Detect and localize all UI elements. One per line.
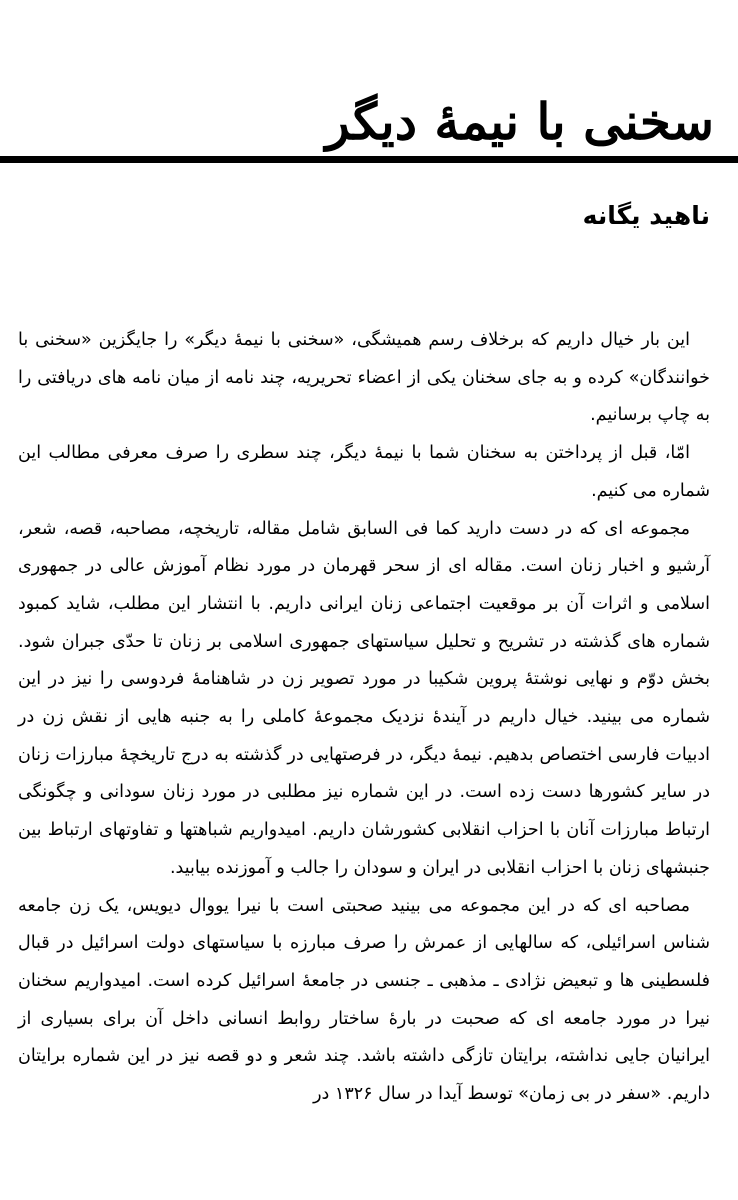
page-title: سخنی با نیمهٔ دیگر — [325, 91, 714, 151]
paragraph-contents: مجموعه ای که در دست دارید کما فی السابق شامل مقاله، تاریخچه، مصاحبه، قصه، شعر، آرشیو و اخبار زنان است. مقاله ای از سحر قهرمان در مورد نظام آموزش عالی در جمهوری اسلامی و اثرات آن بر موقعیت اجتماعی زنان ایرانی داریم. با انتشار این مطلب، شاید کمبود شماره های گذشته در تشریح و تحلیل سیاستهای جمهوری اسلامی بر زنان تا حدّی جبران شود. بخش دوّم و نهایی نوشتهٔ پروین شکیبا در مورد تصویر زن در شاهنامهٔ فردوسی را نیز در این شماره می بینید. خیال داریم در آیندهٔ نزدیک مجموعهٔ کاملی را به جنبه هایی از نقش زن در ادبیات فارسی اختصاص بدهیم. نیمهٔ دیگر، در فرصتهایی در گذشته به درج تاریخچهٔ مبارزات زنان در سایر کشورها دست زده است. در این شماره نیز مطلبی در مورد زنان سودانی و چگونگی ارتباط مبارزات آنان با احزاب انقلابی کشورشان داریم. امیدواریم شباهتها و تفاوتهای ارتباط بین جنبشهای زنان با احزاب انقلابی در ایران و سودان را جالب و آموزنده بیابید. — [18, 518, 710, 878]
paragraph-interview: مصاحبه ای که در این مجموعه می بینید صحبتی است با نیرا یووال دیویس، یک زن جامعه شناس اسرائیلی، که سالهایی از عمرش را صرف مبارزه با سیاستهای دولت اسرائیل در قبال فلسطینی ها و تبعیض نژادی ـ مذهبی ـ جنسی در جامعهٔ اسرائیل کرده است. امیدواریم سخنان نیرا در مورد جامعه ای که صحبت در بارهٔ ساختار روابط انسانی داخل آن برای بسیاری از ایرانیان جایی نداشته، برایتان تازگی داشته باشد. چند شعر و دو قصه نیز در این شماره برایتان داریم. «سفر در بی زمان» توسط آیدا در سال ۱۳۲۶ در — [18, 895, 710, 1105]
article-body — [18, 322, 710, 1114]
title-divider — [0, 156, 738, 163]
author-name: ناهید یگانه — [582, 201, 710, 230]
paragraph-preface: امّا، قبل از پرداختن به سخنان شما با نیمهٔ دیگر، چند سطری را صرف معرفی مطالب این شماره می کنیم. — [18, 443, 710, 501]
paragraph-intro: این بار خیال داریم که برخلاف رسم همیشگی، «سخنی با نیمهٔ دیگر» را جایگزین «سخنی با خوانندگان» کرده و به جای سخنان یکی از اعضاء تحریریه، چند نامه از میان نامه های دریافتی را به چاپ برسانیم. — [18, 330, 710, 426]
